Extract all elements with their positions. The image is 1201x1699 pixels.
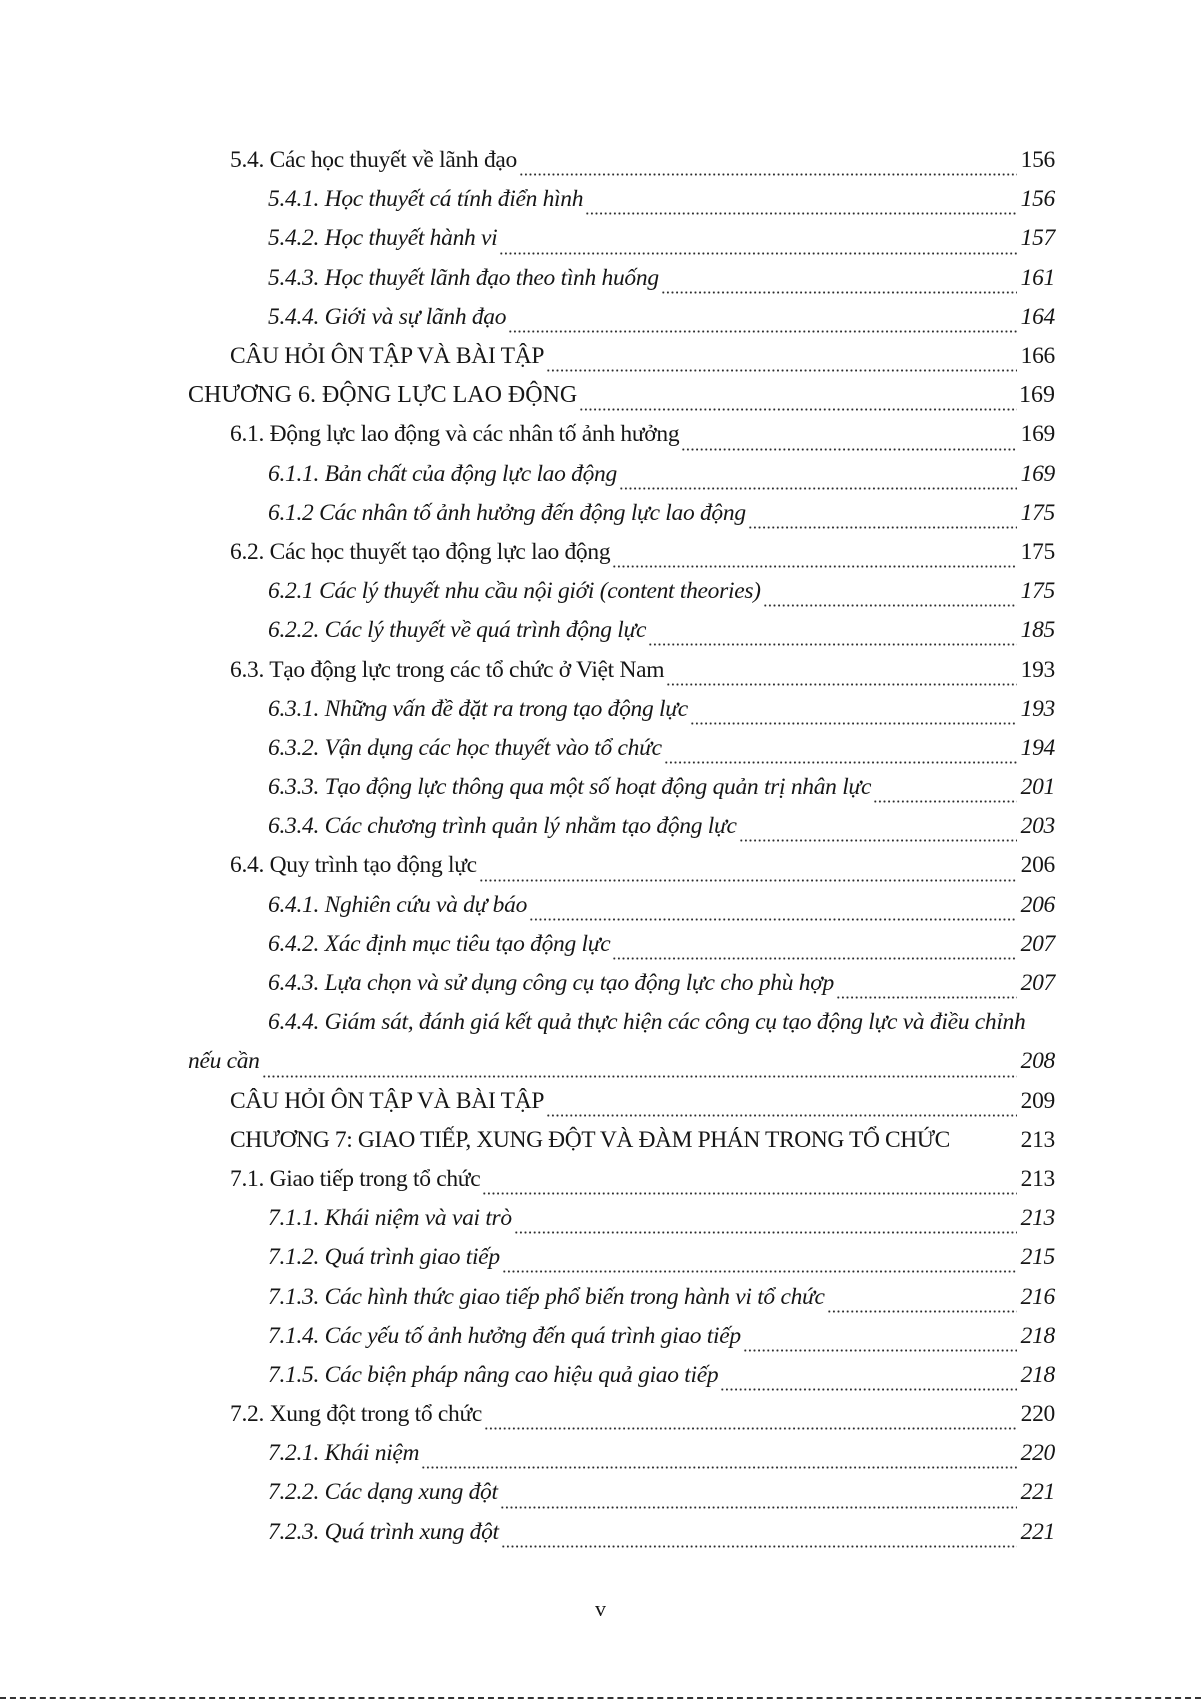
dot-leader	[484, 1405, 1017, 1434]
toc-entry[interactable]	[0, 141, 1201, 180]
toc-entry-page: 201	[1020, 774, 1055, 801]
toc-entry[interactable]	[0, 533, 1201, 572]
dot-leader	[648, 621, 1017, 650]
toc-entry-title: 7.1.3. Các hình thức giao tiếp phổ biến trong hành vi tổ chức	[268, 1283, 825, 1310]
toc-entry[interactable]	[0, 219, 1201, 258]
toc-entry-page: 169	[1019, 382, 1055, 409]
toc-entry-page: 207	[1020, 930, 1055, 957]
toc-entry-page: 193	[1020, 695, 1055, 722]
dot-leader	[499, 230, 1017, 259]
toc-entry-continuation[interactable]	[0, 1042, 1201, 1081]
toc-entry-title: 5.4. Các học thuyết về lãnh đạo	[230, 147, 517, 174]
toc-entry-page: 169	[1020, 421, 1055, 448]
dot-leader	[661, 269, 1017, 298]
toc-entry-title: 6.3.1. Những vấn đề đặt ra trong tạo động lực	[268, 695, 688, 722]
table-of-contents	[0, 141, 1201, 1552]
toc-entry[interactable]	[0, 964, 1201, 1003]
dot-leader	[612, 543, 1017, 572]
toc-entry-title: 6.3. Tạo động lực trong các tổ chức ở Việt Nam	[230, 656, 665, 683]
dot-leader	[585, 190, 1017, 219]
toc-entry-page: 221	[1020, 1518, 1055, 1545]
toc-entry-page: 175	[1020, 499, 1055, 526]
toc-entry-title: CÂU HỎI ÔN TẬP VÀ BÀI TẬP	[230, 1087, 545, 1114]
toc-entry-title: 5.4.1. Học thuyết cá tính điển hình	[268, 186, 584, 213]
toc-entry[interactable]	[0, 1513, 1201, 1552]
toc-entry-title: 7.2.3. Quá trình xung đột	[268, 1518, 499, 1545]
dot-leader	[421, 1444, 1017, 1473]
toc-entry-page: 206	[1020, 891, 1055, 918]
toc-entry-title: 6.1. Động lực lao động và các nhân tố ảnh hưởng	[230, 421, 680, 448]
toc-entry[interactable]	[0, 886, 1201, 925]
toc-entry-page: 175	[1020, 538, 1055, 565]
toc-entry-title: CHƯƠNG 6. ĐỘNG LỰC LAO ĐỘNG	[188, 382, 578, 409]
toc-entry-review[interactable]	[0, 337, 1201, 376]
dot-leader	[763, 582, 1017, 611]
page-number: v	[595, 1596, 606, 1621]
toc-entry-title: 6.4.4. Giám sát, đánh giá kết quả thực hiện các công cụ tạo động lực và điều chỉnh	[268, 1009, 1026, 1036]
toc-entry[interactable]	[0, 1356, 1201, 1395]
toc-entry-title: 7.1.2. Quá trình giao tiếp	[268, 1244, 500, 1271]
dot-leader	[836, 974, 1017, 1003]
toc-entry-title: 6.1.2 Các nhân tố ảnh hưởng đến động lực lao động	[268, 499, 746, 526]
toc-entry-title: 7.2. Xung đột trong tổ chức	[230, 1401, 483, 1428]
dot-leader	[827, 1288, 1017, 1317]
toc-entry-page: 218	[1020, 1322, 1055, 1349]
dot-leader	[514, 1209, 1017, 1238]
toc-entry-title: 7.1.1. Khái niệm và vai trò	[268, 1205, 512, 1232]
toc-entry-page: 166	[1020, 343, 1055, 370]
dot-leader	[482, 1170, 1017, 1199]
toc-entry-page: 193	[1020, 656, 1055, 683]
toc-entry[interactable]	[0, 259, 1201, 298]
toc-entry-title: 6.1.1. Bản chất của động lực lao động	[268, 460, 617, 487]
toc-entry[interactable]	[0, 807, 1201, 846]
toc-entry-title: 6.2. Các học thuyết tạo động lực lao động	[230, 538, 611, 565]
toc-entry-page: 221	[1020, 1479, 1055, 1506]
toc-entry[interactable]	[0, 650, 1201, 689]
toc-entry-title: nếu cần	[188, 1048, 260, 1075]
dot-leader	[479, 857, 1017, 886]
toc-entry-page: 215	[1020, 1244, 1055, 1271]
toc-entry-page: 216	[1020, 1283, 1055, 1310]
dot-leader	[501, 1523, 1017, 1552]
dot-leader	[262, 1053, 1017, 1082]
toc-entry-chapter[interactable]	[0, 376, 1201, 415]
toc-entry-page: 156	[1020, 147, 1055, 174]
toc-entry-title: 7.1.4. Các yếu tố ảnh hưởng đến quá trình giao tiếp	[268, 1322, 741, 1349]
toc-entry[interactable]	[0, 1238, 1201, 1277]
dot-leader	[873, 778, 1017, 807]
toc-entry-page: 208	[1020, 1048, 1055, 1075]
toc-entry-review[interactable]	[0, 1082, 1201, 1121]
toc-entry-title: 5.4.3. Học thuyết lãnh đạo theo tình huống	[268, 264, 659, 291]
dot-leader	[720, 1366, 1017, 1395]
toc-entry-page: 175	[1020, 578, 1055, 605]
toc-entry-page: 161	[1020, 264, 1055, 291]
toc-entry[interactable]	[0, 455, 1201, 494]
dot-leader	[612, 935, 1017, 964]
toc-entry[interactable]	[0, 925, 1201, 964]
toc-entry[interactable]	[0, 846, 1201, 885]
toc-entry-title: 7.2.1. Khái niệm	[268, 1440, 420, 1467]
toc-entry-page: 156	[1020, 186, 1055, 213]
toc-entry[interactable]	[0, 180, 1201, 219]
toc-entry[interactable]	[0, 1160, 1201, 1199]
toc-entry-chapter[interactable]	[0, 1121, 1201, 1160]
toc-entry-title: 6.3.4. Các chương trình quản lý nhằm tạo động lực	[268, 813, 737, 840]
dot-leader	[748, 504, 1017, 533]
toc-entry[interactable]	[0, 415, 1201, 454]
dot-leader	[502, 1248, 1017, 1277]
toc-entry[interactable]	[0, 1277, 1201, 1316]
dot-leader	[508, 308, 1017, 337]
toc-entry[interactable]	[0, 768, 1201, 807]
dot-leader	[666, 661, 1017, 690]
toc-entry-page: 220	[1020, 1401, 1055, 1428]
toc-entry-title: 6.4. Quy trình tạo động lực	[230, 852, 477, 879]
toc-entry-title: 7.2.2. Các dạng xung đột	[268, 1479, 498, 1506]
toc-entry-title: 6.4.3. Lựa chọn và sử dụng công cụ tạo động lực cho phù hợp	[268, 970, 834, 997]
toc-entry-page: 209	[1020, 1087, 1055, 1114]
dot-leader	[690, 700, 1017, 729]
toc-entry-page: 194	[1020, 734, 1055, 761]
toc-entry-title: 5.4.4. Giới và sự lãnh đạo	[268, 303, 507, 330]
toc-entry-page: 213	[1020, 1126, 1055, 1153]
toc-entry-page: 220	[1020, 1440, 1055, 1467]
toc-entry-title: CHƯƠNG 7: GIAO TIẾP, XUNG ĐỘT VÀ ĐÀM PHÁN TRONG TỔ CHỨC	[230, 1126, 950, 1153]
toc-entry[interactable]	[0, 572, 1201, 611]
toc-entry-page: 206	[1020, 852, 1055, 879]
toc-entry-title: 6.4.1. Nghiên cứu và dự báo	[268, 891, 528, 918]
toc-entry-title: 7.1.5. Các biện pháp nâng cao hiệu quả giao tiếp	[268, 1361, 719, 1388]
toc-entry-title: 6.3.2. Vận dụng các học thuyết vào tổ chức	[268, 734, 662, 761]
dot-leader	[619, 465, 1017, 494]
toc-entry[interactable]	[0, 1199, 1201, 1238]
toc-entry-page: 185	[1020, 617, 1055, 644]
toc-entry-page: 213	[1020, 1165, 1055, 1192]
toc-entry[interactable]	[0, 494, 1201, 533]
dot-leader	[519, 151, 1017, 180]
toc-entry-title: 7.1. Giao tiếp trong tổ chức	[230, 1165, 481, 1192]
toc-entry-title: 6.4.2. Xác định mục tiêu tạo động lực	[268, 930, 611, 957]
toc-entry-title: 6.2.1 Các lý thuyết nhu cầu nội giới (content theories)	[268, 578, 761, 605]
dot-leader	[743, 1327, 1017, 1356]
dot-leader	[579, 386, 1017, 415]
dot-leader	[500, 1484, 1017, 1513]
toc-entry[interactable]	[0, 1395, 1201, 1434]
toc-entry-title: 6.3.3. Tạo động lực thông qua một số hoạt động quản trị nhân lực	[268, 774, 872, 801]
dot-leader	[739, 817, 1017, 846]
toc-entry[interactable]	[0, 690, 1201, 729]
toc-entry-page: 207	[1020, 970, 1055, 997]
toc-entry[interactable]	[0, 1003, 1201, 1042]
toc-entry[interactable]	[0, 1434, 1201, 1473]
dot-leader	[664, 739, 1017, 768]
dot-leader	[546, 347, 1017, 376]
toc-entry-page: 164	[1020, 303, 1055, 330]
toc-entry[interactable]	[0, 298, 1201, 337]
toc-entry[interactable]	[0, 1317, 1201, 1356]
toc-entry-page: 157	[1020, 225, 1055, 252]
toc-entry-title: 5.4.2. Học thuyết hành vi	[268, 225, 498, 252]
dot-leader	[681, 426, 1017, 455]
dot-leader	[546, 1092, 1017, 1121]
toc-entry[interactable]	[0, 611, 1201, 650]
toc-entry-page: 218	[1020, 1361, 1055, 1388]
toc-entry-title: 6.2.2. Các lý thuyết về quá trình động lực	[268, 617, 647, 644]
toc-entry[interactable]	[0, 1473, 1201, 1512]
toc-entry-page: 213	[1020, 1205, 1055, 1232]
toc-entry-title: CÂU HỎI ÔN TẬP VÀ BÀI TẬP	[230, 343, 545, 370]
toc-entry-page: 203	[1020, 813, 1055, 840]
toc-entry-page: 169	[1020, 460, 1055, 487]
toc-entry[interactable]	[0, 729, 1201, 768]
dot-leader	[529, 896, 1017, 925]
